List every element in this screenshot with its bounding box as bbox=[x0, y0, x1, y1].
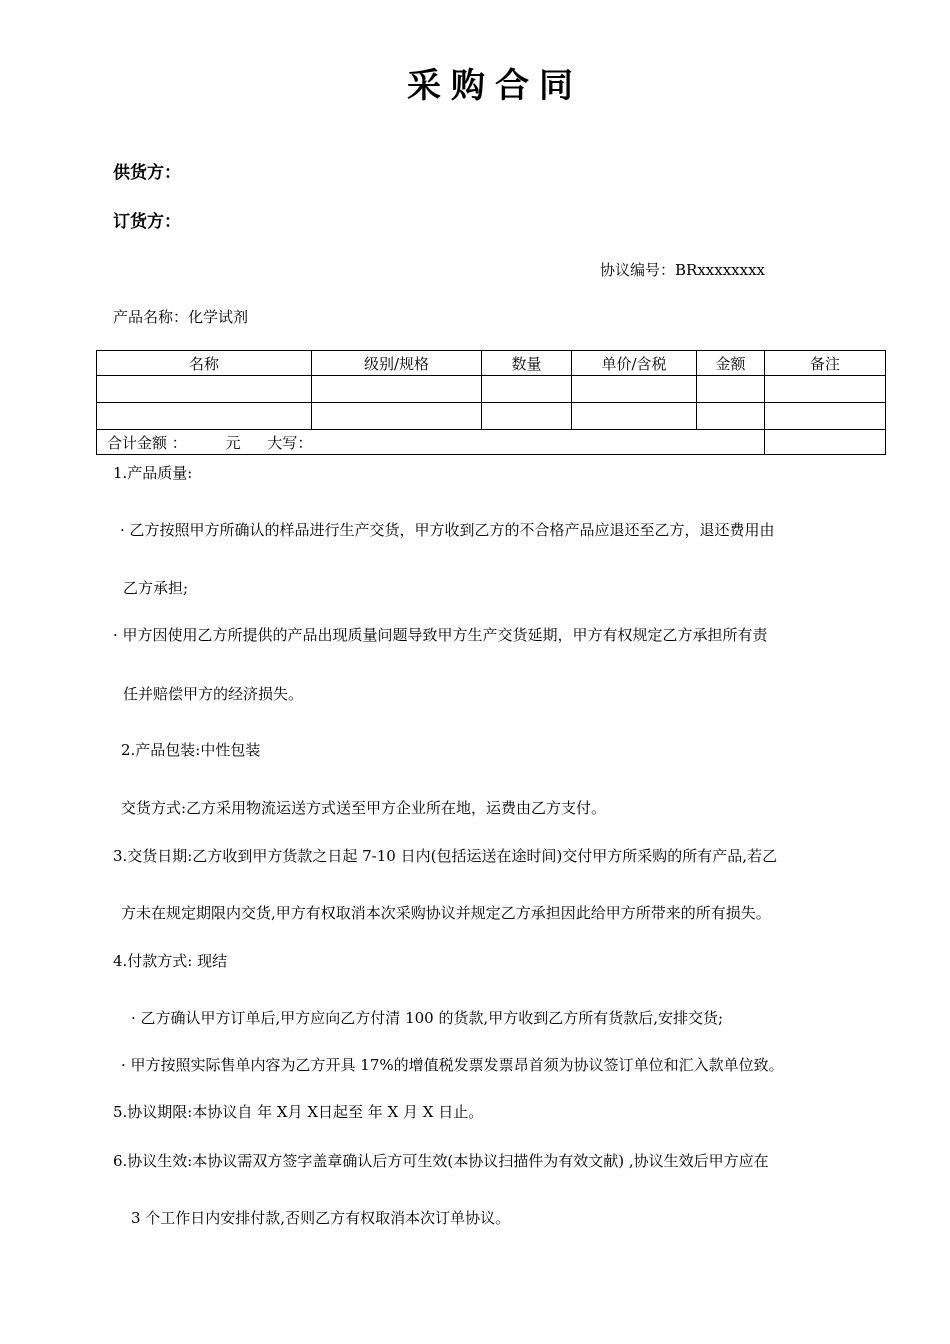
total-row bbox=[97, 430, 886, 455]
header-quantity: 数量 bbox=[482, 351, 572, 376]
document-title: 采购合同 bbox=[407, 66, 583, 106]
supplier-label: 供货方： bbox=[113, 163, 181, 183]
clause-1-bullet-2-line-2: 任并赔偿甲方的经济损失。 bbox=[123, 685, 304, 703]
clause-2-title: 2.产品包装:中性包装 bbox=[121, 741, 261, 759]
clause-1-bullet-2-line-1: · 甲方因使用乙方所提供的产品出现质量问题导致甲方生产交货延期，甲方有权规定乙方承担所有责 bbox=[113, 626, 768, 644]
clause-3-line-2: 方未在规定期限内交货,甲方有权取消本次采购协议并规定乙方承担因此给甲方所带来的所有损失。 bbox=[121, 904, 771, 922]
header-remarks: 备注 bbox=[765, 351, 886, 376]
clause-5: 5.协议期限:本协议自 年 X月 X日起至 年 X 月 X 日止。 bbox=[113, 1103, 484, 1121]
header-unit-price: 单价/含税 bbox=[572, 351, 697, 376]
table-header-row bbox=[97, 351, 886, 376]
total-in-words-label: 大写： bbox=[267, 433, 313, 452]
table-cell bbox=[697, 403, 765, 430]
total-cell bbox=[97, 430, 765, 455]
header-spec: 级别/规格 bbox=[312, 351, 482, 376]
clause-6-line-1: 6.协议生效:本协议需双方签字盖章确认后方可生效(本协议扫描件为有效文献) ,协议生效后甲方应在 bbox=[113, 1152, 769, 1170]
table-row bbox=[97, 403, 886, 430]
clause-3-line-1: 3.交货日期:乙方收到甲方货款之日起 7-10 日内(包括运送在途时间)交付甲方所采购的所有产品,若乙 bbox=[113, 847, 778, 865]
clause-4-title: 4.付款方式: 现结 bbox=[113, 952, 228, 970]
table-cell bbox=[572, 376, 697, 403]
table-cell bbox=[697, 376, 765, 403]
table-cell bbox=[482, 376, 572, 403]
table-cell bbox=[572, 403, 697, 430]
clause-6-line-2: 3 个工作日内安排付款,否则乙方有权取消本次订单协议。 bbox=[131, 1209, 511, 1227]
table-cell bbox=[312, 376, 482, 403]
items-table bbox=[96, 350, 886, 455]
table-cell bbox=[312, 403, 482, 430]
table-row bbox=[97, 376, 886, 403]
table-cell bbox=[97, 376, 312, 403]
product-name: 产品名称：化学试剂 bbox=[113, 308, 249, 326]
clause-1-bullet-1-line-2: 乙方承担; bbox=[123, 579, 189, 597]
table-cell bbox=[765, 403, 886, 430]
clause-1-title: 1.产品质量: bbox=[113, 464, 193, 482]
header-amount: 金额 bbox=[697, 351, 765, 376]
clause-1-bullet-1-line-1: · 乙方按照甲方所确认的样品进行生产交货，甲方收到乙方的不合格产品应退还至乙方，退还费用由 bbox=[120, 521, 775, 539]
clause-4-bullet-2: · 甲方按照实际售单内容为乙方开具 17%的增值税发票发票昂首须为协议签订单位和汇入款单位致。 bbox=[121, 1056, 784, 1074]
table-cell bbox=[97, 403, 312, 430]
clause-2-delivery: 交货方式:乙方采用物流运送方式送至甲方企业所在地，运费由乙方支付。 bbox=[121, 799, 607, 817]
buyer-label: 订货方： bbox=[113, 212, 181, 232]
header-name: 名称 bbox=[97, 351, 312, 376]
clause-4-bullet-1: · 乙方确认甲方订单后,甲方应向乙方付清 100 的货款,甲方收到乙方所有货款后,安排交货; bbox=[131, 1009, 724, 1027]
agreement-number: 协议编号：BRxxxxxxxx bbox=[600, 261, 765, 279]
table-cell bbox=[765, 376, 886, 403]
total-remarks-cell bbox=[765, 430, 886, 455]
total-unit: 元 bbox=[225, 433, 241, 452]
table-cell bbox=[482, 403, 572, 430]
total-label: 合计金额 ： bbox=[107, 433, 187, 452]
